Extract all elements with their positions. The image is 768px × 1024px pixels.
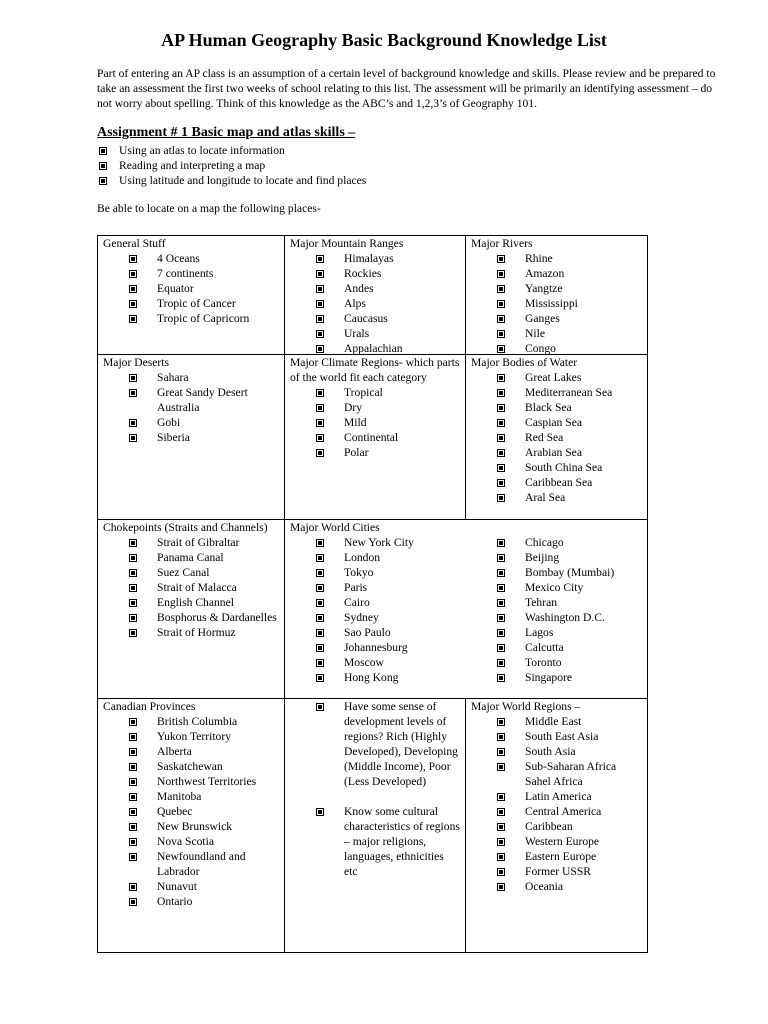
cell-heading: Major World Regions – — [471, 700, 581, 713]
checkbox-bullet-icon — [129, 778, 137, 786]
checkbox-bullet-icon — [129, 584, 137, 592]
list-item: Western Europe — [493, 834, 642, 849]
list-item: Suez Canal — [125, 565, 279, 580]
list-item: Dry — [312, 400, 460, 415]
item-list — [290, 385, 460, 460]
list-item: Tehran — [493, 595, 614, 610]
assignment-heading: Assignment # 1 Basic map and atlas skills – — [97, 125, 356, 140]
list-item: Know some cultural characteristics of regions – major religions, languages, ethnicities etc — [312, 804, 460, 879]
list-item: Lagos — [493, 625, 614, 640]
list-item: Strait of Malacca — [125, 580, 279, 595]
list-item: Singapore — [493, 670, 614, 685]
checkbox-bullet-icon — [497, 823, 505, 831]
cell-world-regions — [465, 698, 648, 953]
cell-general-stuff — [97, 235, 285, 355]
cell-heading: Major Bodies of Water — [471, 356, 578, 369]
checkbox-bullet-icon — [129, 629, 137, 637]
checkbox-bullet-icon — [316, 674, 324, 682]
list-item: Chicago — [493, 535, 614, 550]
list-item: Amazon — [493, 266, 642, 281]
checkbox-bullet-icon — [316, 255, 324, 263]
checkbox-bullet-icon — [497, 659, 505, 667]
cell-chokepoints — [97, 519, 285, 699]
list-item: 4 Oceans — [125, 251, 279, 266]
cell-heading: Major Rivers — [471, 237, 533, 250]
cell-world-cities — [284, 519, 648, 699]
checkbox-bullet-icon — [497, 270, 505, 278]
list-item: Sub-Saharan Africa Sahel Africa — [493, 759, 642, 789]
checkbox-bullet-icon — [497, 883, 505, 891]
checkbox-bullet-icon — [129, 255, 137, 263]
checkbox-bullet-icon — [316, 808, 324, 816]
list-item: Caucasus — [312, 311, 460, 326]
list-item: Congo — [493, 341, 642, 356]
checkbox-bullet-icon — [129, 823, 137, 831]
cell-mountain-ranges — [284, 235, 466, 355]
list-item: Siberia — [125, 430, 279, 445]
checkbox-bullet-icon — [497, 763, 505, 771]
item-list — [103, 535, 279, 640]
checkbox-bullet-icon — [497, 629, 505, 637]
list-item: New York City — [312, 535, 414, 550]
checkbox-bullet-icon — [129, 898, 137, 906]
checkbox-bullet-icon — [316, 659, 324, 667]
list-item: Caribbean — [493, 819, 642, 834]
checkbox-bullet-icon — [129, 883, 137, 891]
list-item: Nunavut — [125, 879, 279, 894]
checkbox-bullet-icon — [129, 853, 137, 861]
item-list — [471, 251, 642, 356]
list-item: Quebec — [125, 804, 279, 819]
checkbox-bullet-icon — [497, 285, 505, 293]
checkbox-bullet-icon — [316, 449, 324, 457]
list-item: Tokyo — [312, 565, 414, 580]
checkbox-bullet-icon — [316, 569, 324, 577]
list-item: Moscow — [312, 655, 414, 670]
list-item: Andes — [312, 281, 460, 296]
list-item: Aral Sea — [493, 490, 642, 505]
list-item: Mediterranean Sea — [493, 385, 642, 400]
list-item: Red Sea — [493, 430, 642, 445]
list-item: Hong Kong — [312, 670, 414, 685]
list-item: Sydney — [312, 610, 414, 625]
checkbox-bullet-icon — [129, 389, 137, 397]
list-item: Toronto — [493, 655, 614, 670]
list-item: Sahara — [125, 370, 279, 385]
list-item: Washington D.C. — [493, 610, 614, 625]
cell-heading: Major Climate Regions- which parts of the world fit each category — [290, 356, 460, 384]
list-item: Manitoba — [125, 789, 279, 804]
cell-canadian-provinces — [97, 698, 285, 953]
list-item: Nile — [493, 326, 642, 341]
item-list — [103, 251, 279, 326]
item-list — [471, 370, 642, 505]
list-item: Sao Paulo — [312, 625, 414, 640]
list-item: Beijing — [493, 550, 614, 565]
checkbox-bullet-icon — [316, 584, 324, 592]
item-list — [103, 714, 279, 909]
checkbox-bullet-icon — [99, 162, 107, 170]
list-item: New Brunswick — [125, 819, 279, 834]
list-item: Tropic of Capricorn — [125, 311, 279, 326]
list-item: Johannesburg — [312, 640, 414, 655]
list-item: Central America — [493, 804, 642, 819]
list-item: Former USSR — [493, 864, 642, 879]
checkbox-bullet-icon — [497, 345, 505, 353]
checkbox-bullet-icon — [129, 793, 137, 801]
checkbox-bullet-icon — [497, 479, 505, 487]
list-item: Cairo — [312, 595, 414, 610]
cell-deserts — [97, 354, 285, 520]
list-item: Appalachian — [312, 341, 460, 356]
cell-bodies-of-water — [465, 354, 648, 520]
list-item: Strait of Gibraltar — [125, 535, 279, 550]
checkbox-bullet-icon — [129, 599, 137, 607]
list-item: South China Sea — [493, 460, 642, 475]
list-item: Have some sense of development levels of regions? Rich (Highly Developed), Developing (Middle Income), Poor (Less Developed) — [312, 699, 460, 789]
checkbox-bullet-icon — [129, 374, 137, 382]
list-item: Oceania — [493, 879, 642, 894]
cell-heading: Major World Cities — [290, 521, 380, 534]
checkbox-bullet-icon — [316, 345, 324, 353]
checkbox-bullet-icon — [129, 285, 137, 293]
list-item: Northwest Territories — [125, 774, 279, 789]
checkbox-bullet-icon — [497, 494, 505, 502]
list-item: Using latitude and longitude to locate and find places — [97, 173, 366, 188]
checkbox-bullet-icon — [316, 389, 324, 397]
list-item: Tropical — [312, 385, 460, 400]
cell-heading: General Stuff — [103, 237, 166, 250]
checkbox-bullet-icon — [497, 300, 505, 308]
locate-instructions: Be able to locate on a map the following places- — [97, 202, 321, 215]
list-item: Urals — [312, 326, 460, 341]
checkbox-bullet-icon — [497, 539, 505, 547]
list-item: Mild — [312, 415, 460, 430]
list-item: Paris — [312, 580, 414, 595]
cell-heading: Chokepoints (Straits and Channels) — [103, 521, 268, 534]
checkbox-bullet-icon — [497, 404, 505, 412]
checkbox-bullet-icon — [316, 539, 324, 547]
checkbox-bullet-icon — [129, 554, 137, 562]
checkbox-bullet-icon — [316, 330, 324, 338]
checkbox-bullet-icon — [497, 644, 505, 652]
list-item: Caribbean Sea — [493, 475, 642, 490]
checkbox-bullet-icon — [316, 434, 324, 442]
checkbox-bullet-icon — [129, 434, 137, 442]
checkbox-bullet-icon — [497, 389, 505, 397]
checkbox-bullet-icon — [497, 434, 505, 442]
checkbox-bullet-icon — [129, 419, 137, 427]
list-item: Mississippi — [493, 296, 642, 311]
cell-development — [284, 698, 466, 953]
checkbox-bullet-icon — [99, 177, 107, 185]
list-item: Bombay (Mumbai) — [493, 565, 614, 580]
item-list — [471, 535, 614, 685]
cell-heading: Major Mountain Ranges — [290, 237, 404, 250]
checkbox-bullet-icon — [316, 629, 324, 637]
checkbox-bullet-icon — [497, 315, 505, 323]
checkbox-bullet-icon — [497, 330, 505, 338]
cell-rivers — [465, 235, 648, 355]
item-list — [471, 714, 642, 894]
list-item: Panama Canal — [125, 550, 279, 565]
intro-paragraph: Part of entering an AP class is an assumption of a certain level of background knowledge and skills. Please review and be prepared to take an assessment the first two weeks of school relating to this list. The assessment will be primarily an identifying assessment – do not worry about spelling. Think of this knowledge as the ABC’s and 1,2,3’s of Geography 101. — [97, 67, 716, 110]
checkbox-bullet-icon — [497, 808, 505, 816]
checkbox-bullet-icon — [497, 599, 505, 607]
checkbox-bullet-icon — [316, 270, 324, 278]
checkbox-bullet-icon — [497, 554, 505, 562]
checkbox-bullet-icon — [316, 315, 324, 323]
list-item: South Asia — [493, 744, 642, 759]
checkbox-bullet-icon — [497, 868, 505, 876]
checkbox-bullet-icon — [316, 404, 324, 412]
list-item: Yukon Territory — [125, 729, 279, 744]
list-item: Himalayas — [312, 251, 460, 266]
skills-list — [97, 143, 366, 188]
list-item: Strait of Hormuz — [125, 625, 279, 640]
checkbox-bullet-icon — [129, 838, 137, 846]
list-item: Black Sea — [493, 400, 642, 415]
checkbox-bullet-icon — [129, 614, 137, 622]
checkbox-bullet-icon — [497, 748, 505, 756]
item-list — [290, 251, 460, 356]
checkbox-bullet-icon — [497, 255, 505, 263]
list-item: English Channel — [125, 595, 279, 610]
item-list — [290, 699, 460, 879]
list-item: 7 continents — [125, 266, 279, 281]
list-item: Equator — [125, 281, 279, 296]
checkbox-bullet-icon — [316, 614, 324, 622]
cell-heading: Canadian Provinces — [103, 700, 196, 713]
checkbox-bullet-icon — [316, 419, 324, 427]
list-item: Mexico City — [493, 580, 614, 595]
list-item: Gobi — [125, 415, 279, 430]
list-item: Middle East — [493, 714, 642, 729]
item-list — [290, 535, 414, 685]
list-item: London — [312, 550, 414, 565]
list-item: South East Asia — [493, 729, 642, 744]
list-item: Great Sandy Desert Australia — [125, 385, 279, 415]
checkbox-bullet-icon — [129, 733, 137, 741]
checkbox-bullet-icon — [129, 569, 137, 577]
checkbox-bullet-icon — [497, 614, 505, 622]
checkbox-bullet-icon — [129, 539, 137, 547]
cell-heading: Major Deserts — [103, 356, 170, 369]
list-item: Rhine — [493, 251, 642, 266]
list-item: Nova Scotia — [125, 834, 279, 849]
list-item: Saskatchewan — [125, 759, 279, 774]
checkbox-bullet-icon — [497, 449, 505, 457]
list-item: Ontario — [125, 894, 279, 909]
list-item: Continental — [312, 430, 460, 445]
list-item: Ganges — [493, 311, 642, 326]
checkbox-bullet-icon — [497, 838, 505, 846]
list-item: Reading and interpreting a map — [97, 158, 366, 173]
checkbox-bullet-icon — [99, 147, 107, 155]
checkbox-bullet-icon — [497, 569, 505, 577]
list-item: Great Lakes — [493, 370, 642, 385]
list-item: Yangtze — [493, 281, 642, 296]
checkbox-bullet-icon — [497, 464, 505, 472]
item-list — [103, 370, 279, 445]
list-item: Tropic of Cancer — [125, 296, 279, 311]
checkbox-bullet-icon — [129, 748, 137, 756]
list-item: Using an atlas to locate information — [97, 143, 366, 158]
list-item: Arabian Sea — [493, 445, 642, 460]
checkbox-bullet-icon — [316, 599, 324, 607]
list-item: Latin America — [493, 789, 642, 804]
checkbox-bullet-icon — [497, 584, 505, 592]
list-item: Alberta — [125, 744, 279, 759]
checkbox-bullet-icon — [316, 644, 324, 652]
checkbox-bullet-icon — [129, 270, 137, 278]
checkbox-bullet-icon — [129, 315, 137, 323]
checkbox-bullet-icon — [497, 733, 505, 741]
checkbox-bullet-icon — [129, 300, 137, 308]
list-item: Polar — [312, 445, 460, 460]
checkbox-bullet-icon — [316, 703, 324, 711]
list-item: Newfoundland and Labrador — [125, 849, 279, 879]
checkbox-bullet-icon — [316, 285, 324, 293]
checkbox-bullet-icon — [129, 718, 137, 726]
checkbox-bullet-icon — [497, 718, 505, 726]
list-item: Bosphorus & Dardanelles — [125, 610, 279, 625]
checkbox-bullet-icon — [497, 793, 505, 801]
list-item: Alps — [312, 296, 460, 311]
list-item: Eastern Europe — [493, 849, 642, 864]
checkbox-bullet-icon — [316, 554, 324, 562]
checkbox-bullet-icon — [497, 419, 505, 427]
cell-climate-regions — [284, 354, 466, 520]
list-item: British Columbia — [125, 714, 279, 729]
list-item: Rockies — [312, 266, 460, 281]
checkbox-bullet-icon — [316, 300, 324, 308]
list-item: Caspian Sea — [493, 415, 642, 430]
list-item: Calcutta — [493, 640, 614, 655]
checkbox-bullet-icon — [497, 853, 505, 861]
checkbox-bullet-icon — [497, 674, 505, 682]
checkbox-bullet-icon — [497, 374, 505, 382]
page-title: AP Human Geography Basic Background Knowledge List — [161, 30, 607, 50]
checkbox-bullet-icon — [129, 808, 137, 816]
checkbox-bullet-icon — [129, 763, 137, 771]
